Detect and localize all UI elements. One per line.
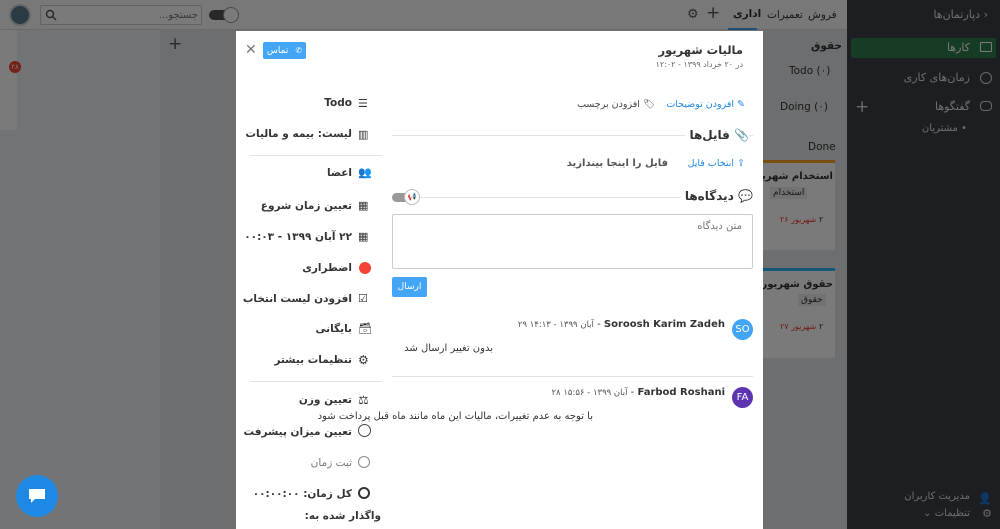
comment-author: Farbod Roshani [637, 387, 725, 398]
modal-title: مالیات شهریور [658, 43, 743, 57]
choose-file-label: انتخاب فایل [687, 158, 734, 169]
files-heading-label: فایل‌ها [689, 128, 730, 142]
upload-icon: ⇪ [737, 158, 745, 169]
add-label-text: افزودن برچسب [577, 99, 640, 110]
check-circle-icon [358, 424, 371, 437]
members-label[interactable]: اعضا [326, 167, 352, 179]
assigned-label: واگذار شده به: [304, 510, 381, 522]
scale-icon: ⚖ [358, 393, 369, 407]
list-label[interactable]: لیست: بیمه و مالیات [245, 128, 352, 140]
divider [250, 381, 382, 382]
more-settings-label[interactable]: تنظیمات بیشتر [274, 354, 352, 366]
set-progress-label[interactable]: تعیین میزان پیشرفت [243, 426, 352, 438]
add-checklist-label[interactable]: افزودن لیست انتخاب [242, 293, 352, 305]
comment-header [551, 387, 725, 398]
add-label-link[interactable] [577, 99, 655, 110]
priority-label[interactable]: اضطراری [302, 262, 352, 274]
gear-icon: ⚙ [358, 353, 369, 367]
close-icon[interactable]: ✕ [245, 42, 257, 58]
modal-subtitle: در ۲۰ خرداد ۱۳۹۹ - ۱۲:۰۲ [655, 60, 743, 69]
comments-heading-label: دیدگاه‌ها [684, 189, 734, 203]
comment-time: ۲۹ آبان ۱۳۹۹ - ۱۴:۱۳ [517, 320, 594, 330]
checklist-icon: ☑ [358, 292, 368, 305]
calendar-icon: ▦ [358, 199, 369, 212]
comments-heading [681, 189, 753, 203]
set-weight-label[interactable]: تعیین وزن [298, 394, 352, 406]
comment-sep: - [630, 387, 638, 398]
send-button[interactable]: ارسال [392, 277, 427, 297]
contact-label: تماس [266, 45, 289, 56]
chat-widget-button[interactable] [16, 475, 58, 517]
task-modal [236, 31, 763, 529]
set-start-label[interactable]: تعیین زمان شروع [260, 200, 352, 212]
log-time-label[interactable]: ثبت زمان [310, 457, 352, 469]
add-description-link[interactable]: ✎ افزودن توضیحات [666, 99, 745, 110]
paperclip-icon: 📎 [734, 128, 749, 142]
due-date-label[interactable]: ۲۲ آبان ۱۳۹۹ - ۰۰:۰۳ [244, 231, 352, 243]
choose-file-link[interactable] [688, 158, 745, 169]
comment-text: با توجه به عدم تغییرات، مالیات این ماه مانند ماه قبل پرداخت شود [317, 411, 593, 422]
columns-icon: ▥ [358, 128, 369, 141]
add-description-label: افزودن توضیحات [666, 99, 735, 110]
clock-icon [358, 487, 370, 499]
comment-header [518, 319, 725, 330]
total-time-label: کل زمان: ۰۰:۰۰:۰۰ [252, 488, 352, 500]
comment-icon: 💬 [738, 189, 753, 203]
comment-sep: - [597, 319, 604, 330]
divider [250, 155, 382, 156]
comment-text: بدون تغییر ارسال شد [404, 343, 493, 354]
comment-time: ۲۸ آبان ۱۳۹۹ - ۱۵:۵۶ [551, 388, 628, 398]
status-label[interactable]: Todo [324, 97, 352, 109]
divider [392, 376, 753, 377]
comment-input[interactable] [392, 214, 753, 269]
archive-icon: 🗃 [358, 322, 372, 335]
tag-icon: 🏷 [642, 99, 655, 110]
calendar-icon: ▦ [358, 230, 369, 243]
files-heading [685, 128, 749, 142]
filter-icon[interactable]: ☰ [358, 97, 368, 110]
chat-bubble-icon [27, 487, 47, 505]
drop-hint: فایل را اینجا بیندازید [566, 158, 668, 169]
archive-label[interactable]: بایگانی [315, 323, 352, 335]
stopwatch-icon [358, 456, 370, 468]
members-icon: 👥 [358, 166, 372, 179]
contact-button[interactable] [263, 42, 306, 59]
comment-toggle-knob: 📢 [404, 189, 420, 205]
comment-author: Soroosh Karim Zadeh [603, 319, 725, 330]
priority-dot-icon [359, 262, 371, 274]
avatar: SO [732, 319, 753, 340]
phone-icon: ✆ [295, 46, 303, 55]
avatar: FA [732, 387, 753, 408]
